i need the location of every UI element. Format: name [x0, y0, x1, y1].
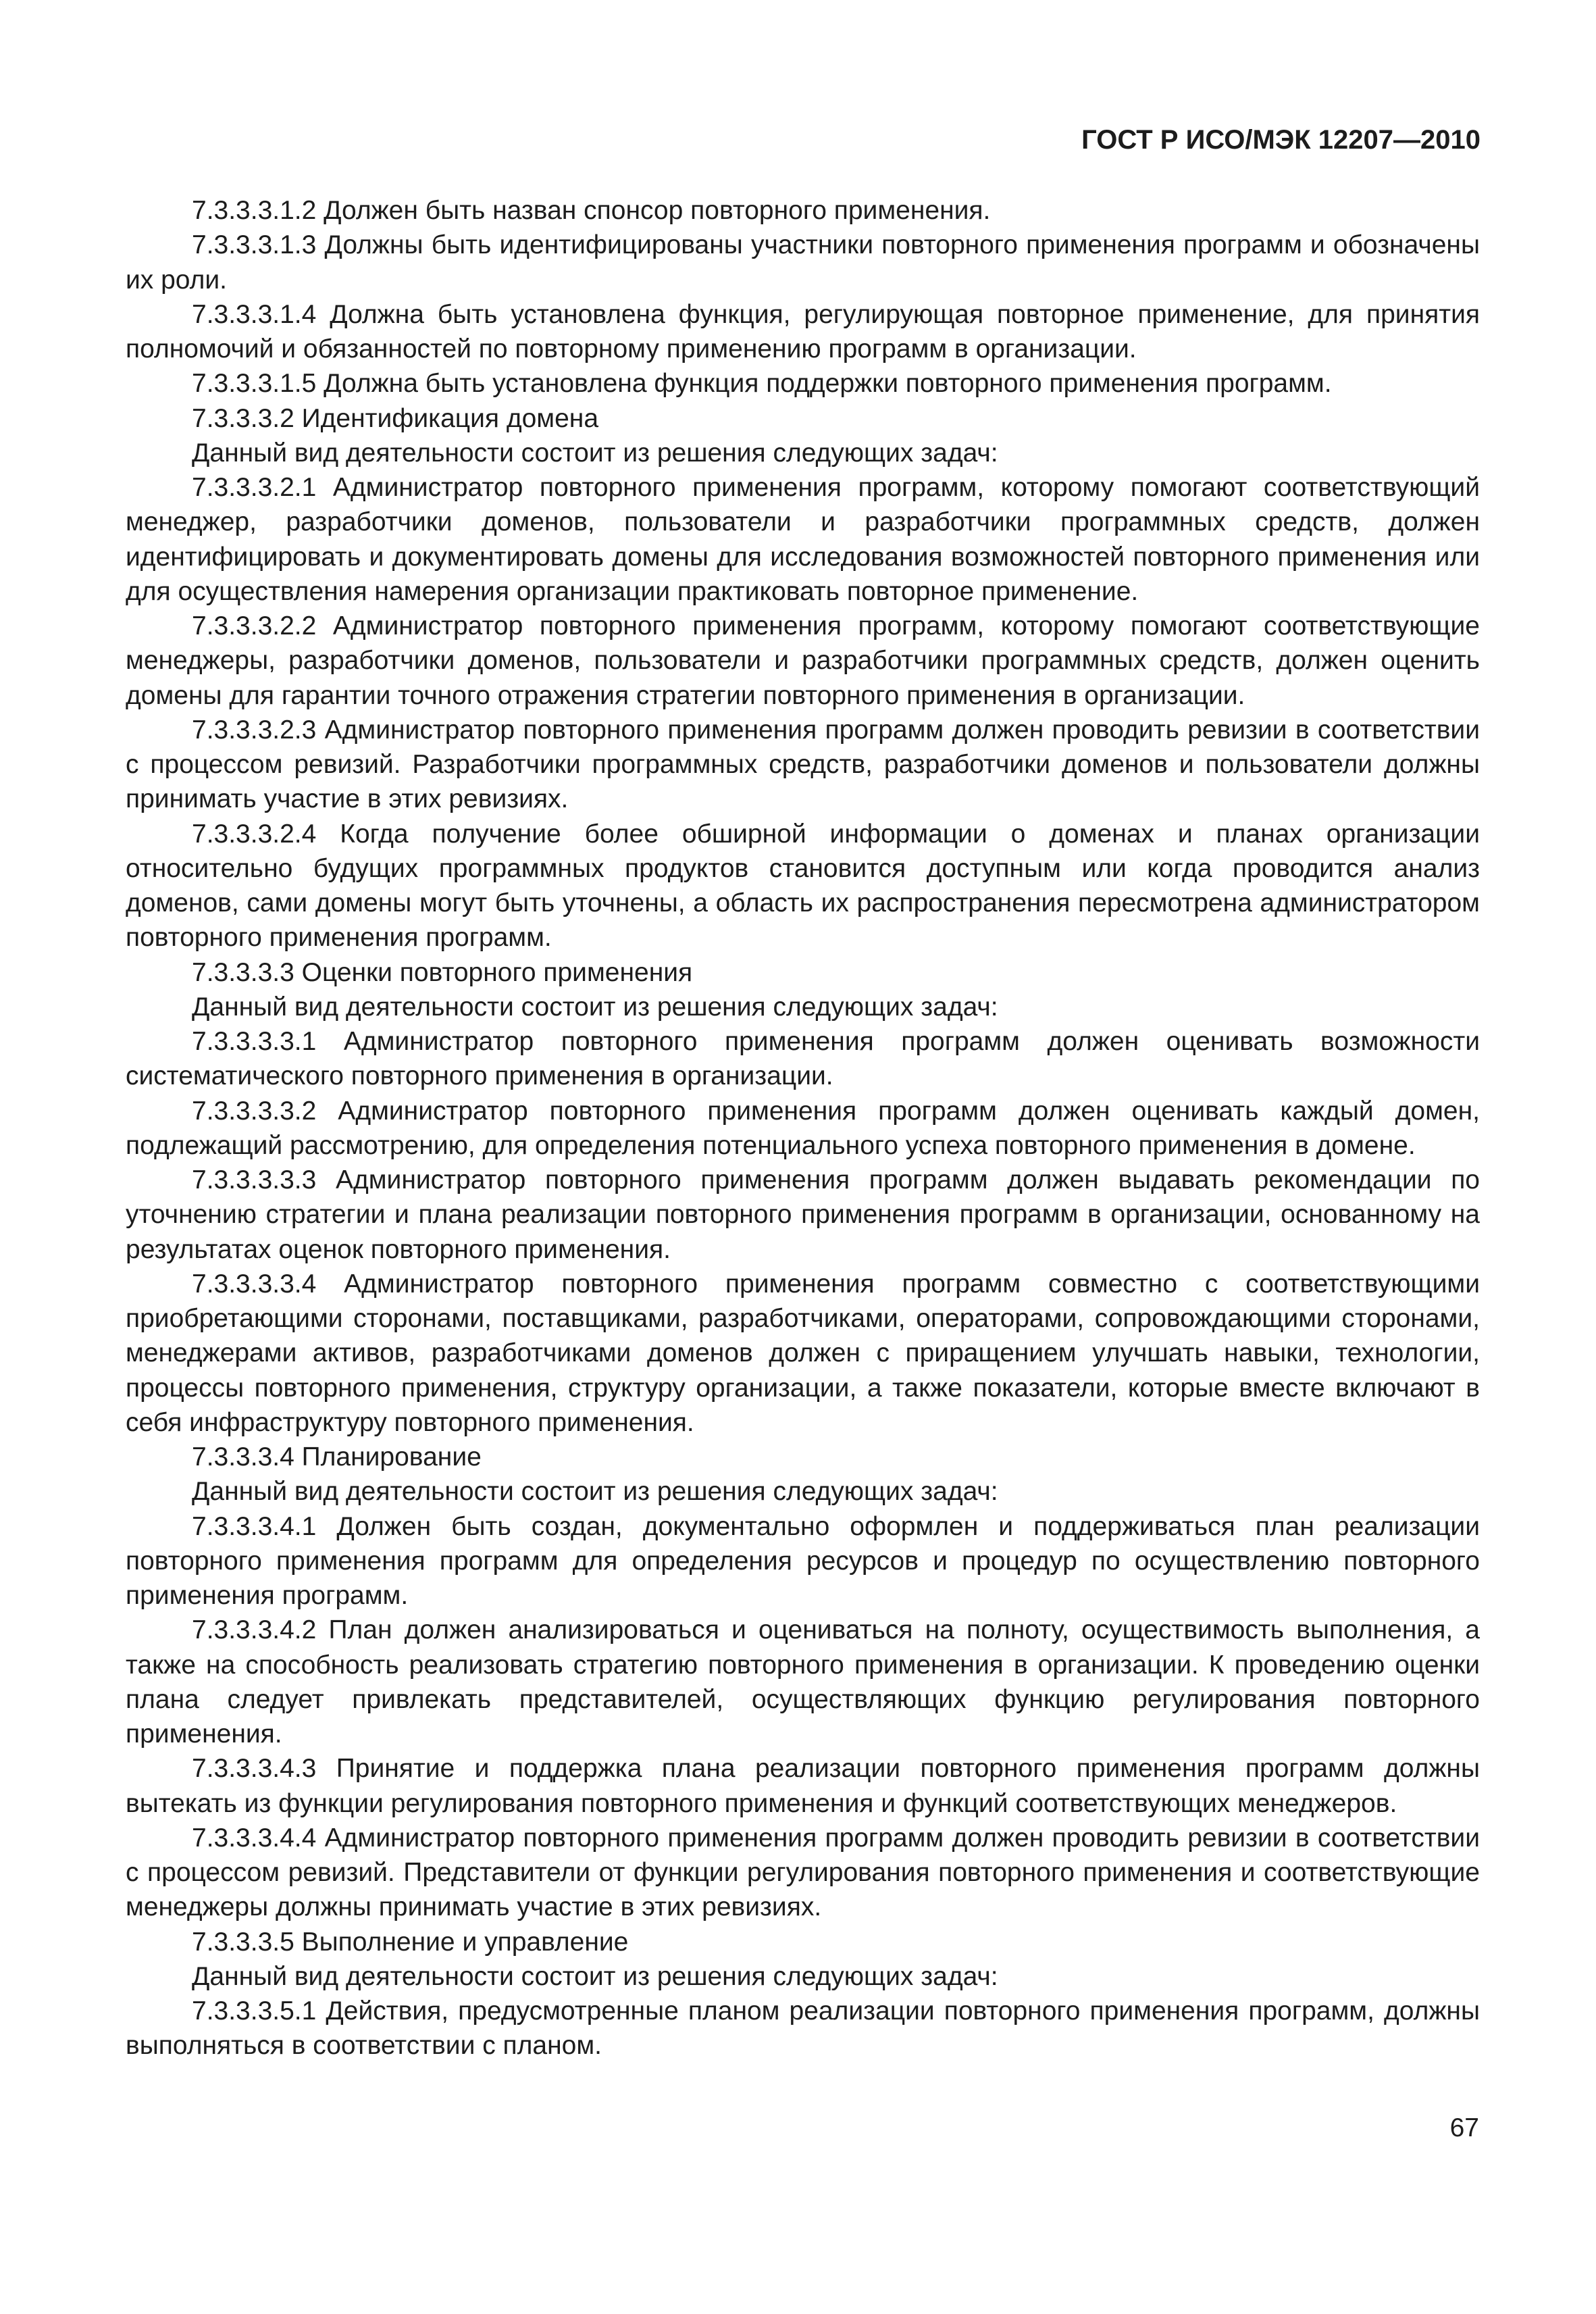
paragraph: 7.3.3.3.4.3 Принятие и поддержка плана реализации повторного применения программ должны вытекать из функции регулирования повторного применения и функций соответствующих менеджеров.: [126, 1754, 1480, 1818]
paragraph: 7.3.3.3.5.1 Действия, предусмотренные планом реализации повторного применения программ, должны выполняться в соответствии с планом.: [126, 1996, 1480, 2061]
paragraph: 7.3.3.3.3.2 Администратор повторного применения программ должен оценивать каждый домен, подлежащий рассмотрению, для определения потенциального успеха повторного применения в домене.: [126, 1096, 1480, 1160]
paragraph: 7.3.3.3.4.2 План должен анализироваться и оцениваться на полноту, осуществимость выполнения, а также на способность реализовать стратегию повторного применения в организации. К проведению оценки плана следует привлекать представителей, осуществляющих функцию регулирования повторного применения.: [126, 1615, 1480, 1749]
section-heading: 7.3.3.3.2 Идентификация домена: [192, 403, 599, 433]
paragraph: 7.3.3.3.1.2 Должен быть назван спонсор повторного применения.: [192, 196, 991, 225]
paragraph: 7.3.3.3.2.2 Администратор повторного применения программ, которому помогают соответствующие менеджеры, разработчики доменов, пользователи и разработчики программных средств, должен оценить домены для гарантии точного отражения стратегии повторного применения в организации.: [126, 611, 1480, 710]
paragraph: Данный вид деятельности состоит из решения следующих задач:: [192, 438, 998, 468]
page-number: 67: [1449, 2113, 1479, 2142]
paragraph: 7.3.3.3.1.3 Должны быть идентифицированы участники повторного применения программ и обозначены их роли.: [126, 230, 1480, 295]
paragraph: 7.3.3.3.2.3 Администратор повторного применения программ должен проводить ревизии в соответствии с процессом ревизий. Разработчики программных средств, разработчики доменов и пользователи должны принимать участие в этих ревизиях.: [126, 715, 1480, 814]
paragraph: 7.3.3.3.3.4 Администратор повторного применения программ совместно с соответствующими приобретающими сторонами, поставщиками, разработчиками, операторами, сопровождающими сторонами, менеджерами активов, разработчиками доменов должен с приращением улучшать навыки, технологии, процессы повторного применения, структуру организации, а также показатели, которые вместе включают в себя инфраструктуру повторного применения.: [126, 1269, 1480, 1437]
paragraph: 7.3.3.3.2.1 Администратор повторного применения программ, которому помогают соответствующий менеджер, разработчики доменов, пользователи и разработчики программных средств, должен идентифицировать и документировать домены для исследования возможностей повторного применения или для осуществления намерения организации практиковать повторное применение.: [126, 473, 1480, 606]
document-body: [126, 193, 1480, 2063]
paragraph: 7.3.3.3.4.1 Должен быть создан, документально оформлен и поддерживаться план реализации повторного применения программ для определения ресурсов и процедур по осуществлению повторного применения программ.: [126, 1511, 1480, 1610]
paragraph: 7.3.3.3.3.3 Администратор повторного применения программ должен выдавать рекомендации по уточнению стратегии и плана реализации повторного применения программ в организации, основанному на результатах оценок повторного применения.: [126, 1165, 1480, 1264]
paragraph: Данный вид деятельности состоит из решения следующих задач:: [192, 992, 998, 1022]
paragraph: 7.3.3.3.3.1 Администратор повторного применения программ должен оценивать возможности систематического повторного применения в организации.: [126, 1027, 1480, 1091]
paragraph: 7.3.3.3.2.4 Когда получение более обширной информации о доменах и планах организации относительно будущих программных продуктов становится доступным или когда проводится анализ доменов, сами домены могут быть уточнены, а область их распространения пересмотрена администратором повторного применения программ.: [126, 819, 1480, 953]
paragraph: 7.3.3.3.1.5 Должна быть установлена функция поддержки повторного применения программ.: [192, 369, 1332, 399]
section-heading: 7.3.3.3.4 Планирование: [192, 1442, 482, 1472]
section-heading: 7.3.3.3.3 Оценки повторного применения: [192, 957, 693, 987]
paragraph: 7.3.3.3.4.4 Администратор повторного применения программ должен проводить ревизии в соответствии с процессом ревизий. Представители от функции регулирования повторного применения и соответствующие менеджеры должны принимать участие в этих ревизиях.: [126, 1823, 1480, 1922]
document-standard-header: ГОСТ Р ИСО/МЭК 12207—2010: [1081, 125, 1481, 155]
paragraph: Данный вид деятельности состоит из решения следующих задач:: [192, 1477, 998, 1507]
section-heading: 7.3.3.3.5 Выполнение и управление: [192, 1927, 629, 1957]
paragraph: 7.3.3.3.1.4 Должна быть установлена функция, регулирующая повторное применение, для принятия полномочий и обязанностей по повторному применению программ в организации.: [126, 299, 1480, 363]
paragraph: Данный вид деятельности состоит из решения следующих задач:: [192, 1961, 998, 1991]
